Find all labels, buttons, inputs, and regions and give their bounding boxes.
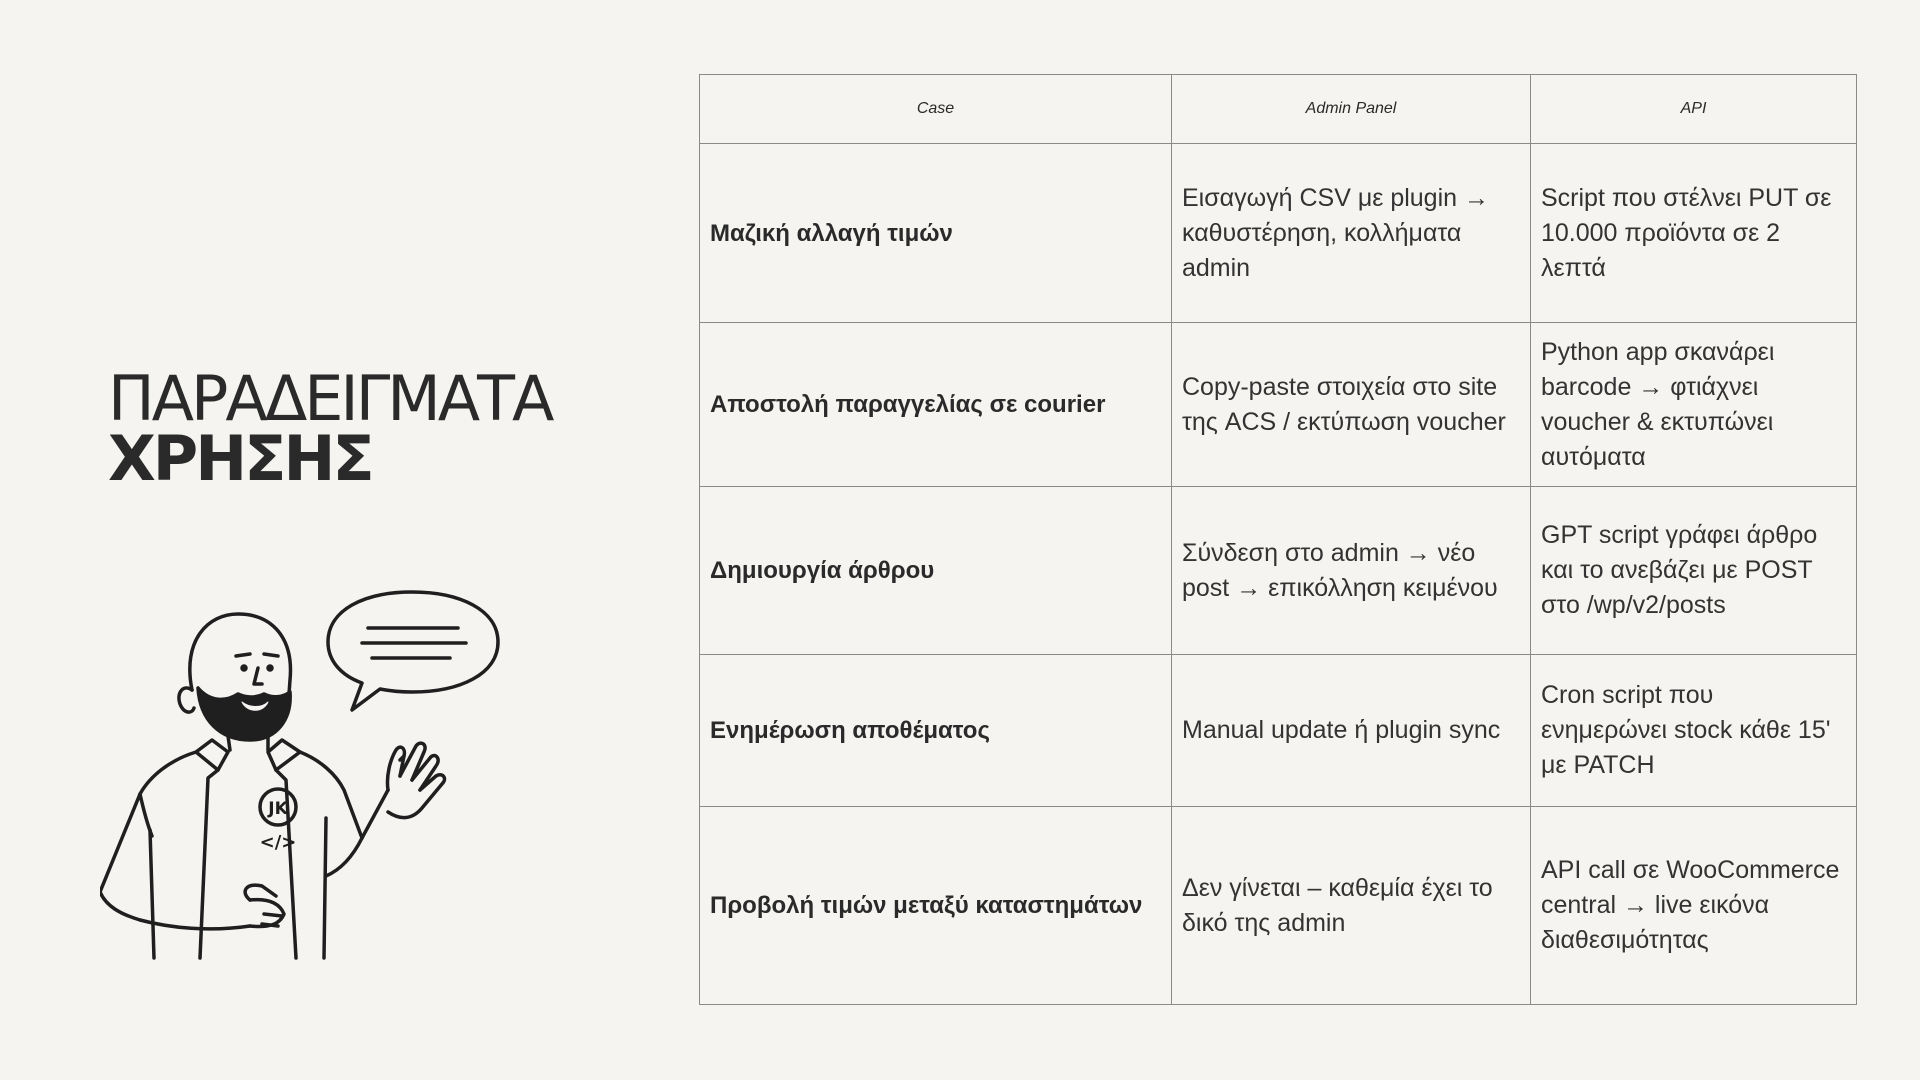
- title-line-1: ΠΑΡΑΔΕΙΓΜΑΤΑ: [108, 362, 552, 435]
- case-cell: Προβολή τιμών μεταξύ καταστημάτων: [700, 807, 1172, 1005]
- table-row: [700, 487, 1857, 655]
- api-cell: Cron script που ενημερώνει stock κάθε 15' με PATCH: [1531, 655, 1857, 807]
- header-admin-panel: Admin Panel: [1172, 75, 1531, 144]
- admin-cell: Copy-paste στοιχεία στο site της ACS / εκτύπωση voucher: [1172, 323, 1531, 487]
- table-row: [700, 144, 1857, 323]
- person-head-icon: [179, 614, 291, 740]
- slide-title: [108, 362, 628, 495]
- api-cell: API call σε WooCommerce central → live εικόνα διαθεσιμότητας: [1531, 807, 1857, 1005]
- admin-cell: Εισαγωγή CSV με plugin → καθυστέρηση, κολλήματα admin: [1172, 144, 1531, 323]
- table-row: [700, 807, 1857, 1005]
- case-cell: Μαζική αλλαγή τιμών: [700, 144, 1172, 323]
- admin-cell: Δεν γίνεται – καθεμία έχει το δικό της admin: [1172, 807, 1531, 1005]
- svg-text:JK: JK: [268, 799, 288, 819]
- admin-cell: Manual update ή plugin sync: [1172, 655, 1531, 807]
- table-row: [700, 323, 1857, 487]
- case-cell: Δημιουργία άρθρου: [700, 487, 1172, 655]
- use-cases-table: [699, 74, 1857, 1005]
- svg-text:</>: </>: [259, 832, 297, 853]
- case-cell: Αποστολή παραγγελίας σε courier: [700, 323, 1172, 487]
- title-line-2: ΧΡΗΣΗΣ: [108, 422, 372, 495]
- api-cell: Python app σκανάρει barcode → φτιάχνει voucher & εκτυπώνει αυτόματα: [1531, 323, 1857, 487]
- developer-illustration: [100, 580, 520, 960]
- case-cell: Ενημέρωση αποθέματος: [700, 655, 1172, 807]
- api-cell: Script που στέλνει PUT σε 10.000 προϊόντα σε 2 λεπτά: [1531, 144, 1857, 323]
- table-row: [700, 655, 1857, 807]
- header-api: API: [1531, 75, 1857, 144]
- header-case: Case: [700, 75, 1172, 144]
- api-cell: GPT script γράφει άρθρο και το ανεβάζει με POST στο /wp/v2/posts: [1531, 487, 1857, 655]
- speech-bubble-icon: [328, 592, 498, 710]
- person-body-icon: [100, 736, 444, 958]
- admin-cell: Σύνδεση στο admin → νέο post → επικόλληση κειμένου: [1172, 487, 1531, 655]
- table-header-row: [700, 75, 1857, 144]
